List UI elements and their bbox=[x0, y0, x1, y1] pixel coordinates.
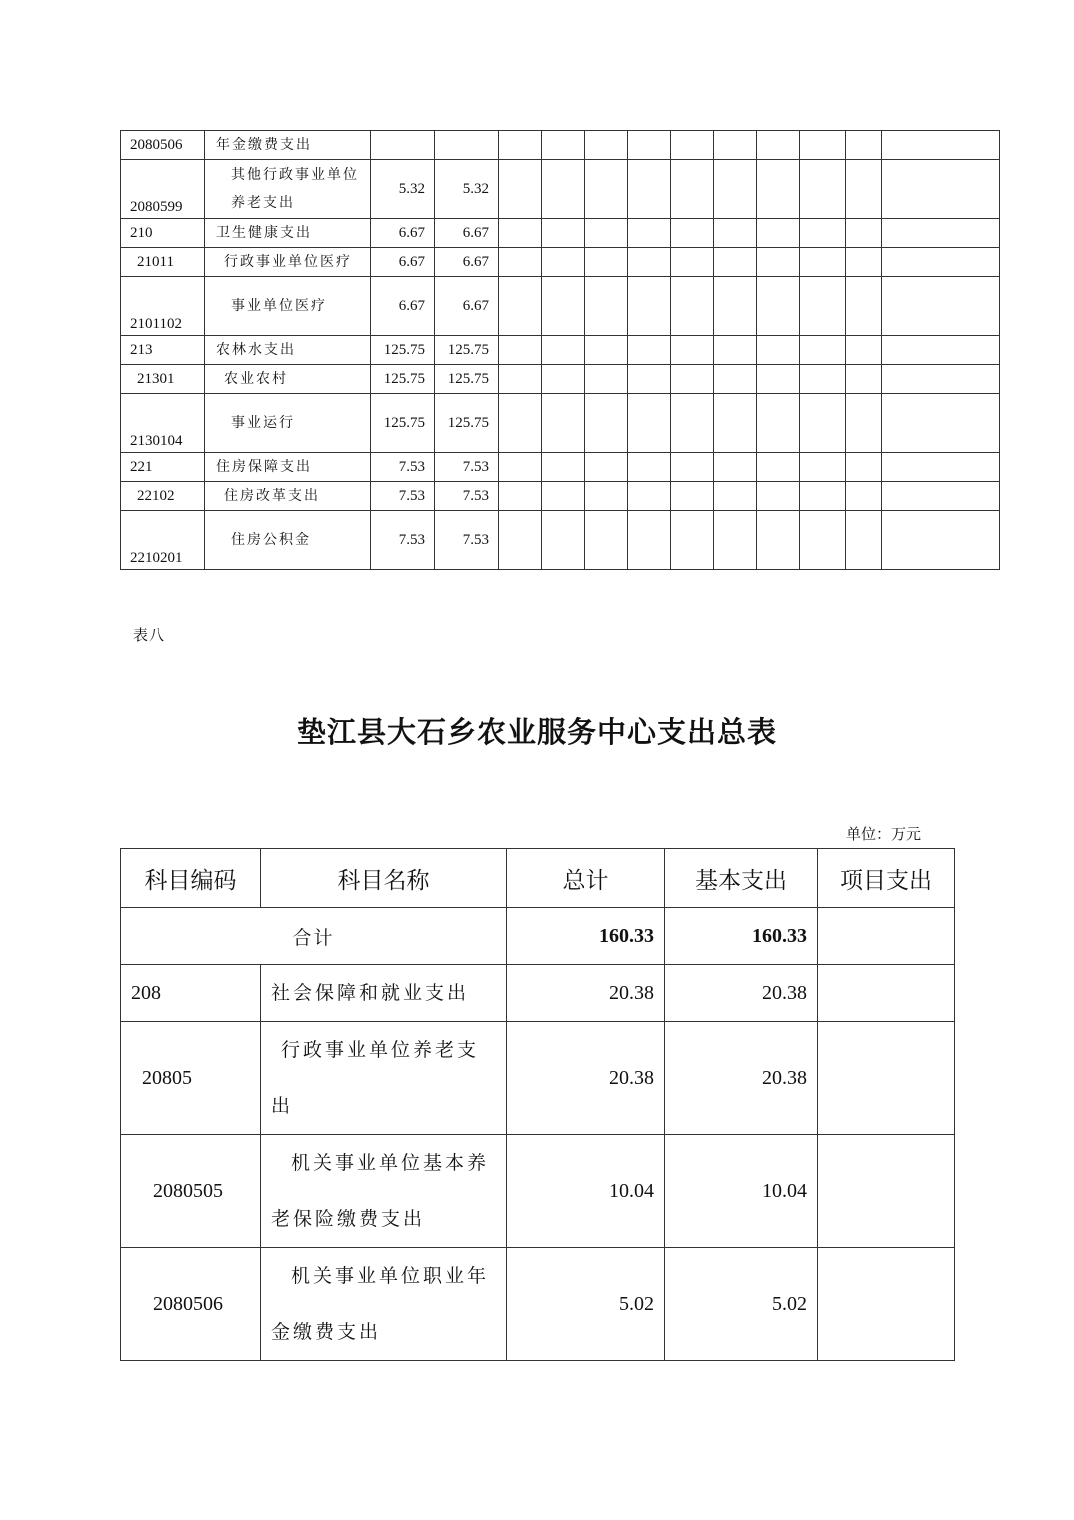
row-basic: 6.67 bbox=[435, 248, 499, 277]
empty-cell bbox=[800, 336, 846, 365]
empty-cell bbox=[499, 511, 542, 570]
empty-cell bbox=[757, 336, 800, 365]
empty-cell bbox=[585, 219, 628, 248]
empty-cell bbox=[628, 336, 671, 365]
empty-cell bbox=[846, 394, 882, 453]
empty-cell bbox=[628, 365, 671, 394]
row-code: 208 bbox=[121, 965, 261, 1022]
row-name bbox=[261, 1248, 507, 1361]
table-row bbox=[121, 1135, 955, 1248]
empty-cell bbox=[671, 336, 714, 365]
row-basic: 20.38 bbox=[665, 1022, 818, 1135]
header-basic: 基本支出 bbox=[665, 849, 818, 908]
empty-cell bbox=[671, 453, 714, 482]
expenditure-summary-table bbox=[120, 848, 955, 1361]
empty-cell bbox=[757, 160, 800, 219]
empty-cell bbox=[800, 482, 846, 511]
empty-cell bbox=[800, 365, 846, 394]
row-name bbox=[261, 965, 507, 1022]
empty-cell bbox=[499, 277, 542, 336]
table-row bbox=[121, 219, 1000, 248]
empty-cell bbox=[585, 336, 628, 365]
table-row bbox=[121, 1248, 955, 1361]
table-row bbox=[121, 277, 1000, 336]
empty-cell bbox=[542, 482, 585, 511]
empty-cell bbox=[800, 511, 846, 570]
empty-cell bbox=[628, 160, 671, 219]
row-code: 2210201 bbox=[121, 511, 205, 570]
empty-cell bbox=[628, 131, 671, 160]
empty-cell bbox=[882, 453, 1000, 482]
row-basic: 5.02 bbox=[665, 1248, 818, 1361]
row-name-line1: 机关事业单位职业年 bbox=[291, 1265, 490, 1287]
row-code: 2080506 bbox=[121, 1248, 261, 1361]
empty-cell bbox=[714, 511, 757, 570]
empty-cell bbox=[882, 482, 1000, 511]
row-basic: 6.67 bbox=[435, 277, 499, 336]
empty-cell bbox=[846, 453, 882, 482]
row-total: 6.67 bbox=[371, 219, 435, 248]
empty-cell bbox=[671, 160, 714, 219]
total-project bbox=[818, 908, 955, 965]
empty-cell bbox=[499, 131, 542, 160]
empty-cell bbox=[846, 131, 882, 160]
empty-cell bbox=[882, 248, 1000, 277]
row-name-line1: 行政事业单位养老支 bbox=[281, 1039, 480, 1061]
row-code: 2101102 bbox=[121, 277, 205, 336]
empty-cell bbox=[882, 394, 1000, 453]
row-project bbox=[818, 1022, 955, 1135]
empty-cell bbox=[585, 511, 628, 570]
table-row bbox=[121, 1022, 955, 1135]
row-total: 10.04 bbox=[507, 1135, 665, 1248]
empty-cell bbox=[882, 277, 1000, 336]
row-total bbox=[371, 131, 435, 160]
row-code: 2080505 bbox=[121, 1135, 261, 1248]
row-code: 210 bbox=[121, 219, 205, 248]
table-header-row bbox=[121, 849, 955, 908]
empty-cell bbox=[671, 277, 714, 336]
empty-cell bbox=[714, 219, 757, 248]
row-name: 其他行政事业单位养老支出 bbox=[205, 160, 371, 219]
empty-cell bbox=[585, 160, 628, 219]
empty-cell bbox=[800, 248, 846, 277]
row-total: 6.67 bbox=[371, 277, 435, 336]
row-basic: 125.75 bbox=[435, 365, 499, 394]
header-name: 科目名称 bbox=[261, 849, 507, 908]
row-name bbox=[261, 1022, 507, 1135]
empty-cell bbox=[757, 365, 800, 394]
row-code: 22102 bbox=[121, 482, 205, 511]
empty-cell bbox=[846, 277, 882, 336]
empty-cell bbox=[628, 511, 671, 570]
empty-cell bbox=[846, 336, 882, 365]
empty-cell bbox=[757, 219, 800, 248]
empty-cell bbox=[542, 277, 585, 336]
row-basic: 10.04 bbox=[665, 1135, 818, 1248]
row-basic: 20.38 bbox=[665, 965, 818, 1022]
table-row bbox=[121, 131, 1000, 160]
row-name: 事业单位医疗 bbox=[205, 277, 371, 336]
continued-table-body bbox=[121, 131, 1000, 570]
empty-cell bbox=[628, 219, 671, 248]
empty-cell bbox=[800, 131, 846, 160]
empty-cell bbox=[585, 131, 628, 160]
empty-cell bbox=[882, 511, 1000, 570]
empty-cell bbox=[800, 394, 846, 453]
empty-cell bbox=[882, 219, 1000, 248]
empty-cell bbox=[542, 394, 585, 453]
row-total: 7.53 bbox=[371, 482, 435, 511]
empty-cell bbox=[846, 365, 882, 394]
row-name bbox=[261, 1135, 507, 1248]
row-basic: 6.67 bbox=[435, 219, 499, 248]
row-total: 125.75 bbox=[371, 365, 435, 394]
empty-cell bbox=[846, 248, 882, 277]
row-name: 事业运行 bbox=[205, 394, 371, 453]
empty-cell bbox=[542, 365, 585, 394]
row-name: 行政事业单位医疗 bbox=[205, 248, 371, 277]
empty-cell bbox=[671, 248, 714, 277]
empty-cell bbox=[846, 160, 882, 219]
row-code: 21301 bbox=[121, 365, 205, 394]
empty-cell bbox=[714, 277, 757, 336]
empty-cell bbox=[499, 453, 542, 482]
total-label: 合计 bbox=[121, 908, 507, 965]
empty-cell bbox=[882, 365, 1000, 394]
row-name-line1: 社会保障和就业支出 bbox=[271, 982, 470, 1004]
empty-cell bbox=[714, 336, 757, 365]
table-row bbox=[121, 248, 1000, 277]
row-total: 125.75 bbox=[371, 336, 435, 365]
row-name: 农林水支出 bbox=[205, 336, 371, 365]
empty-cell bbox=[757, 248, 800, 277]
table-row bbox=[121, 965, 955, 1022]
row-name: 农业农村 bbox=[205, 365, 371, 394]
empty-cell bbox=[499, 160, 542, 219]
row-total: 125.75 bbox=[371, 394, 435, 453]
empty-cell bbox=[714, 482, 757, 511]
row-project bbox=[818, 965, 955, 1022]
empty-cell bbox=[585, 248, 628, 277]
empty-cell bbox=[585, 277, 628, 336]
row-total: 5.32 bbox=[371, 160, 435, 219]
row-code: 2130104 bbox=[121, 394, 205, 453]
table-row bbox=[121, 160, 1000, 219]
empty-cell bbox=[542, 131, 585, 160]
row-code: 21011 bbox=[121, 248, 205, 277]
empty-cell bbox=[585, 365, 628, 394]
row-basic: 7.53 bbox=[435, 511, 499, 570]
row-code: 213 bbox=[121, 336, 205, 365]
empty-cell bbox=[671, 365, 714, 394]
total-sum: 160.33 bbox=[507, 908, 665, 965]
row-name: 住房保障支出 bbox=[205, 453, 371, 482]
empty-cell bbox=[757, 482, 800, 511]
empty-cell bbox=[671, 511, 714, 570]
empty-cell bbox=[628, 482, 671, 511]
table-row bbox=[121, 511, 1000, 570]
row-basic: 7.53 bbox=[435, 482, 499, 511]
empty-cell bbox=[714, 160, 757, 219]
empty-cell bbox=[800, 219, 846, 248]
table-row bbox=[121, 394, 1000, 453]
table-row bbox=[121, 482, 1000, 511]
empty-cell bbox=[757, 394, 800, 453]
row-total: 20.38 bbox=[507, 1022, 665, 1135]
empty-cell bbox=[542, 160, 585, 219]
total-basic: 160.33 bbox=[665, 908, 818, 965]
empty-cell bbox=[714, 394, 757, 453]
empty-cell bbox=[800, 277, 846, 336]
empty-cell bbox=[542, 511, 585, 570]
row-total: 5.02 bbox=[507, 1248, 665, 1361]
row-name-line1: 机关事业单位基本养 bbox=[291, 1152, 490, 1174]
empty-cell bbox=[585, 394, 628, 453]
empty-cell bbox=[800, 453, 846, 482]
empty-cell bbox=[542, 219, 585, 248]
table-number-label: 表八 bbox=[133, 626, 166, 644]
empty-cell bbox=[628, 277, 671, 336]
row-basic: 7.53 bbox=[435, 453, 499, 482]
header-project: 项目支出 bbox=[818, 849, 955, 908]
empty-cell bbox=[757, 277, 800, 336]
summary-table-body bbox=[121, 908, 955, 1361]
empty-cell bbox=[499, 394, 542, 453]
row-basic bbox=[435, 131, 499, 160]
row-name-line2: 金缴费支出 bbox=[271, 1321, 382, 1343]
empty-cell bbox=[628, 248, 671, 277]
row-code: 221 bbox=[121, 453, 205, 482]
row-name-line2: 出 bbox=[271, 1095, 294, 1117]
empty-cell bbox=[671, 482, 714, 511]
row-name-line2: 老保险缴费支出 bbox=[271, 1208, 426, 1230]
empty-cell bbox=[499, 219, 542, 248]
empty-cell bbox=[714, 365, 757, 394]
empty-cell bbox=[714, 248, 757, 277]
empty-cell bbox=[757, 131, 800, 160]
empty-cell bbox=[846, 482, 882, 511]
row-basic: 125.75 bbox=[435, 394, 499, 453]
row-name: 住房公积金 bbox=[205, 511, 371, 570]
header-total: 总计 bbox=[507, 849, 665, 908]
empty-cell bbox=[714, 131, 757, 160]
row-name: 卫生健康支出 bbox=[205, 219, 371, 248]
empty-cell bbox=[499, 336, 542, 365]
empty-cell bbox=[671, 394, 714, 453]
row-total: 6.67 bbox=[371, 248, 435, 277]
page-title: 垫江县大石乡农业服务中心支出总表 bbox=[296, 715, 777, 749]
row-name: 年金缴费支出 bbox=[205, 131, 371, 160]
table-row bbox=[121, 336, 1000, 365]
unit-label: 单位：万元 bbox=[846, 825, 922, 843]
row-total: 20.38 bbox=[507, 965, 665, 1022]
table-row bbox=[121, 453, 1000, 482]
empty-cell bbox=[671, 219, 714, 248]
row-project bbox=[818, 1248, 955, 1361]
empty-cell bbox=[585, 482, 628, 511]
empty-cell bbox=[671, 131, 714, 160]
empty-cell bbox=[585, 453, 628, 482]
row-basic: 5.32 bbox=[435, 160, 499, 219]
total-row bbox=[121, 908, 955, 965]
empty-cell bbox=[882, 160, 1000, 219]
row-total: 7.53 bbox=[371, 453, 435, 482]
continued-expenditure-table bbox=[120, 130, 1000, 570]
empty-cell bbox=[542, 336, 585, 365]
empty-cell bbox=[542, 248, 585, 277]
row-name: 住房改革支出 bbox=[205, 482, 371, 511]
row-code: 2080506 bbox=[121, 131, 205, 160]
empty-cell bbox=[499, 365, 542, 394]
empty-cell bbox=[757, 511, 800, 570]
row-code: 2080599 bbox=[121, 160, 205, 219]
empty-cell bbox=[882, 336, 1000, 365]
empty-cell bbox=[714, 453, 757, 482]
row-project bbox=[818, 1135, 955, 1248]
row-basic: 125.75 bbox=[435, 336, 499, 365]
empty-cell bbox=[542, 453, 585, 482]
row-total: 7.53 bbox=[371, 511, 435, 570]
empty-cell bbox=[757, 453, 800, 482]
table-row bbox=[121, 365, 1000, 394]
empty-cell bbox=[499, 248, 542, 277]
empty-cell bbox=[800, 160, 846, 219]
empty-cell bbox=[628, 394, 671, 453]
empty-cell bbox=[846, 511, 882, 570]
empty-cell bbox=[499, 482, 542, 511]
row-code: 20805 bbox=[121, 1022, 261, 1135]
empty-cell bbox=[882, 131, 1000, 160]
header-code: 科目编码 bbox=[121, 849, 261, 908]
empty-cell bbox=[628, 453, 671, 482]
empty-cell bbox=[846, 219, 882, 248]
